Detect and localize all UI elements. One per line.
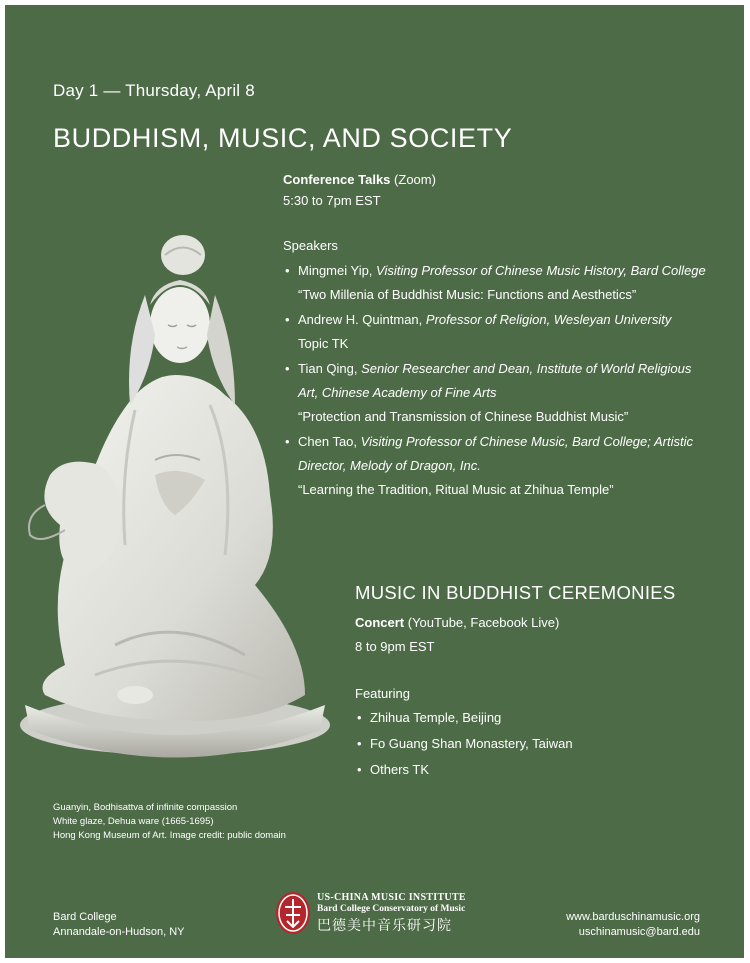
speakers-heading: Speakers (283, 238, 338, 253)
speaker-name: Tian Qing, (298, 361, 358, 376)
poster (5, 5, 744, 958)
list-item: • Fo Guang Shan Monastery, Taiwan (355, 731, 573, 757)
institute-name-block (317, 892, 466, 935)
concert-info (355, 611, 559, 659)
conference-platform: (Zoom) (394, 172, 436, 187)
conference-info (283, 169, 436, 211)
speaker-name: Mingmei Yip, (298, 263, 373, 278)
list-item (283, 308, 713, 356)
footer-address (53, 910, 184, 940)
caption-line: Hong Kong Museum of Art. Image credit: public domain (53, 830, 286, 841)
email-link[interactable]: uschinamusic@bard.edu (578, 926, 700, 938)
list-item: • Others TK (355, 757, 573, 783)
featuring-list (355, 705, 573, 783)
caption-line: Guanyin, Bodhisattva of infinite compassion (53, 802, 238, 813)
section-title: MUSIC IN BUDDHIST CEREMONIES (355, 582, 676, 603)
conference-time: 5:30 to 7pm EST (283, 193, 381, 208)
list-item (283, 259, 713, 307)
talk-title: “Protection and Transmission of Chinese Buddhist Music” (298, 409, 629, 424)
footer-contact (566, 910, 700, 940)
speaker-title: Senior Researcher and Dean, Institute of World Religious Art, Chinese Academy of Fine Arts (298, 361, 692, 400)
institute-name: US-CHINA MUSIC INSTITUTE (317, 892, 466, 903)
talk-title: Topic TK (298, 336, 349, 351)
list-item (283, 357, 713, 429)
featuring-heading: Featuring (355, 686, 410, 701)
talk-title: “Learning the Tradition, Ritual Music at Zhihua Temple” (298, 482, 614, 497)
page-title: BUDDHISM, MUSIC, AND SOCIETY (53, 123, 513, 153)
speaker-title: Visiting Professor of Chinese Music History, Bard College (376, 263, 706, 278)
list-item: • Zhihua Temple, Beijing (355, 705, 573, 731)
concert-label: Concert (355, 615, 405, 630)
concert-time: 8 to 9pm EST (355, 639, 435, 654)
footer-line: Annandale-on-Hudson, NY (53, 926, 185, 938)
speakers-list (283, 259, 713, 503)
list-item (283, 430, 713, 502)
institute-chinese-name: 巴德美中音乐研习院 (317, 919, 452, 934)
caption-line: White glaze, Dehua ware (1665-1695) (53, 816, 214, 827)
speaker-title: Professor of Religion, Wesleyan University (425, 312, 672, 327)
speaker-name: Andrew H. Quintman, (298, 312, 423, 327)
website-link[interactable]: www.barduschinamusic.org (566, 911, 700, 923)
talk-title: “Two Millenia of Buddhist Music: Functions and Aesthetics” (298, 287, 637, 302)
institute-logo-icon (275, 891, 311, 935)
concert-platform: (YouTube, Facebook Live) (407, 615, 560, 630)
footer-line: Bard College (53, 911, 117, 923)
speaker-name: Chen Tao, (298, 434, 358, 449)
image-caption (53, 801, 286, 843)
day-heading: Day 1 — Thursday, April 8 (53, 81, 255, 100)
institute-sub: Bard College Conservatory of Music (317, 904, 466, 914)
conference-label: Conference Talks (283, 172, 391, 187)
speaker-title: Visiting Professor of Chinese Music, Bard College; Artistic Director, Melody of Dragon, Inc. (298, 434, 694, 473)
